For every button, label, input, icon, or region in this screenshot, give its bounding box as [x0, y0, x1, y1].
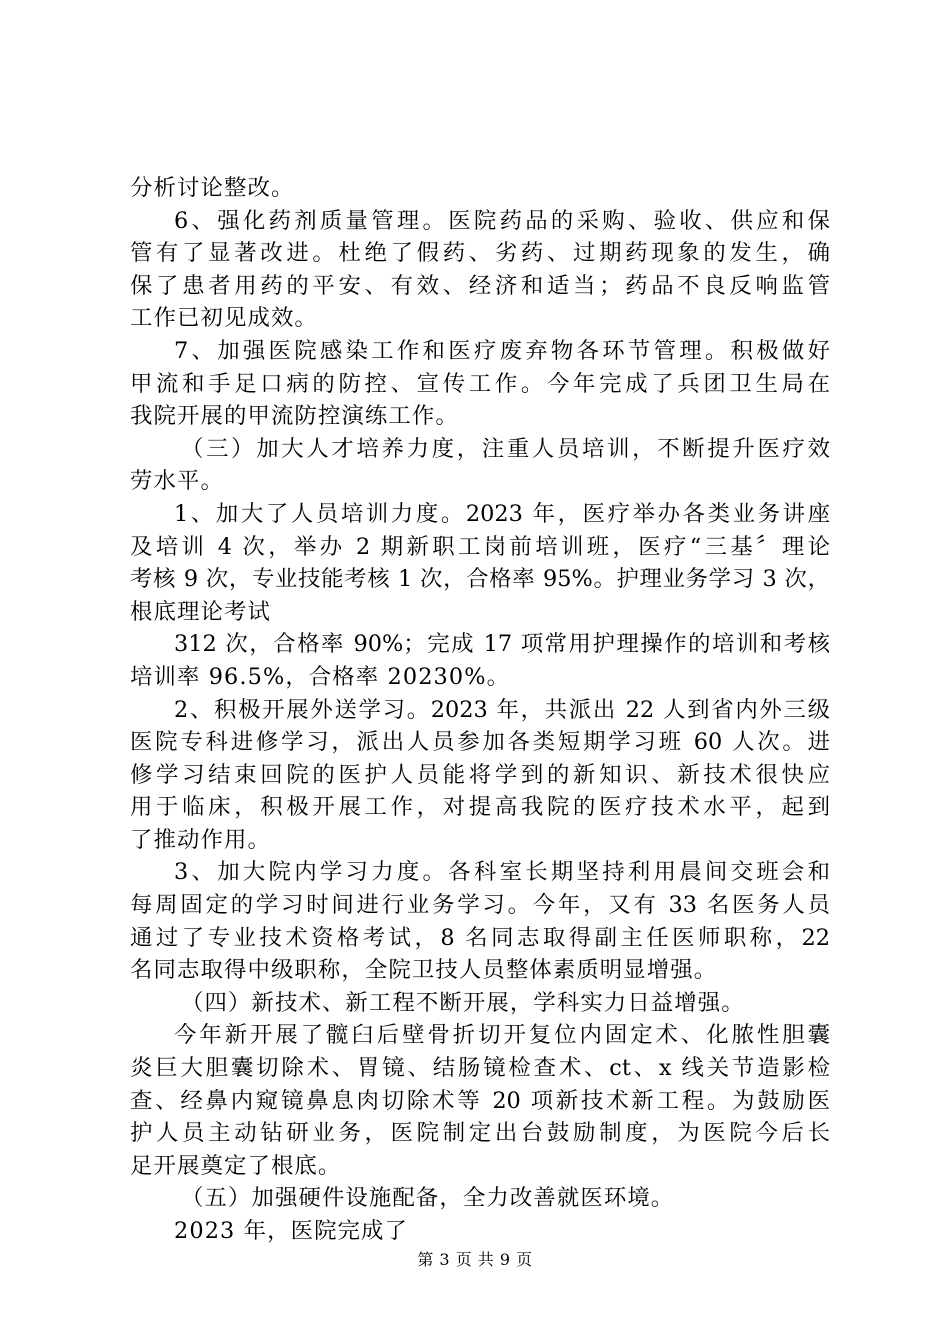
text-line: 炎巨大胆囊切除术、胃镜、结肠镜检查术、ct、x 线关节造影检 [130, 1055, 830, 1082]
text-line: 通过了专业技术资格考试，8 名同志取得副主任医师职称，22 [130, 924, 830, 951]
text-line: 甲流和手足口病的防控、宣传工作。今年完成了兵团卫生局在 [130, 370, 830, 397]
text-line: 6、强化药剂质量管理。医院药品的采购、验收、供应和保 [174, 207, 830, 234]
text-line: 考核 9 次，专业技能考核 1 次，合格率 95%。护理业务学习 3 次， [130, 566, 830, 593]
text-line: 1、加大了人员培训力度。2023 年，医疗举办各类业务讲座 [174, 500, 830, 527]
text-line: 7、加强医院感染工作和医疗废弃物各环节管理。积极做好 [174, 337, 830, 364]
text-line: 3、加大院内学习力度。各科室长期坚持利用晨间交班会和 [174, 859, 830, 886]
text-line: （五）加强硬件设施配备，全力改善就医环境。 [181, 1185, 675, 1212]
text-line: 2、积极开展外送学习。2023 年，共派出 22 人到省内外三级 [174, 696, 830, 723]
text-line: 名同志取得中级职称，全院卫技人员整体素质明显增强。 [130, 957, 718, 984]
text-line: 我院开展的甲流防控演练工作。 [130, 403, 459, 430]
text-line: （三）加大人才培养力度，注重人员培训，不断提升医疗效 [181, 435, 830, 462]
text-line: 医院专科进修学习，派出人员参加各类短期学习班 60 人次。进 [130, 729, 830, 756]
text-line: 管有了显著改进。杜绝了假药、劣药、过期药现象的发生，确 [130, 240, 830, 267]
text-line: （四）新技术、新工程不断开展，学科实力日益增强。 [181, 989, 745, 1016]
text-line: 工作已初见成效。 [130, 305, 318, 332]
text-line: 今年新开展了髋臼后壁骨折切开复位内固定术、化脓性胆囊 [174, 1022, 830, 1049]
text-line: 2023 年，医院完成了 [174, 1218, 409, 1244]
text-line: 了推动作用。 [130, 826, 271, 853]
text-line: 护人员主动钻研业务，医院制定出台鼓励制度，为医院今后长 [130, 1120, 830, 1147]
text-line: 每周固定的学习时间进行业务学习。今年，又有 33 名医务人员 [130, 892, 830, 919]
text-line: 根底理论考试 [130, 598, 271, 625]
text-line: 用于临床，积极开展工作，对提高我院的医疗技术水平，起到 [130, 794, 830, 821]
text-line: 查、经鼻内窥镜鼻息肉切除术等 20 项新技术新工程。为鼓励医 [130, 1087, 830, 1114]
text-line: 保了患者用药的平安、有效、经济和适当；药品不良反响监管 [130, 272, 830, 299]
text-line: 312 次，合格率 90%；完成 17 项常用护理操作的培训和考核 [174, 631, 830, 658]
text-line: 劳水平。 [130, 468, 224, 495]
text-line: 分析讨论整改。 [130, 175, 295, 201]
text-line: 修学习结束回院的医护人员能将学到的新知识、新技术很快应 [130, 761, 830, 788]
text-line: 足开展奠定了根底。 [130, 1152, 342, 1179]
document-body [130, 172, 830, 1248]
page-number-label: 第 3 页 共 9 页 [417, 1250, 533, 1269]
text-line: 及培训 4 次，举办 2 期新职工岗前培训班，医疗“三基〞理论 [130, 533, 830, 560]
page-footer [0, 1250, 950, 1270]
text-line: 培训率 96.5%，合格率 20230%。 [130, 663, 511, 690]
